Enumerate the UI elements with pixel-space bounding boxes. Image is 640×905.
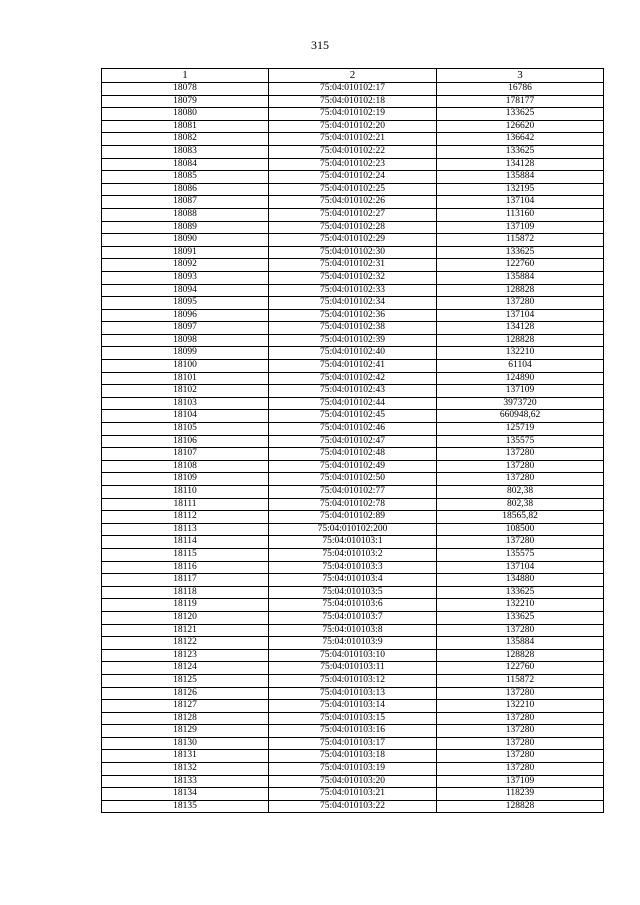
row-number-cell: 18111 (102, 498, 269, 511)
table-row (102, 297, 604, 310)
table-row (102, 83, 604, 96)
table-row (102, 599, 604, 612)
table-row (102, 700, 604, 713)
value-cell: 178177 (437, 95, 604, 108)
row-number-cell: 18088 (102, 208, 269, 221)
value-cell: 137280 (437, 763, 604, 776)
row-number-cell: 18132 (102, 763, 269, 776)
cadastral-number-cell: 75:04:010103:1 (269, 536, 437, 549)
table-row (102, 234, 604, 247)
row-number-cell: 18123 (102, 649, 269, 662)
table-row (102, 309, 604, 322)
value-cell: 118239 (437, 788, 604, 801)
cadastral-number-cell: 75:04:010102:39 (269, 334, 437, 347)
table-row (102, 788, 604, 801)
cadastral-number-cell: 75:04:010103:22 (269, 800, 437, 813)
value-cell: 137280 (437, 750, 604, 763)
cadastral-number-cell: 75:04:010102:29 (269, 234, 437, 247)
row-number-cell: 18124 (102, 662, 269, 675)
row-number-cell: 18104 (102, 410, 269, 423)
row-number-cell: 18101 (102, 372, 269, 385)
cadastral-number-cell: 75:04:010102:30 (269, 246, 437, 259)
cadastral-number-cell: 75:04:010102:47 (269, 435, 437, 448)
table-row (102, 108, 604, 121)
row-number-cell: 18117 (102, 574, 269, 587)
cadastral-number-cell: 75:04:010102:32 (269, 271, 437, 284)
cadastral-number-cell: 75:04:010102:24 (269, 171, 437, 184)
cadastral-number-cell: 75:04:010102:26 (269, 196, 437, 209)
row-number-cell: 18083 (102, 145, 269, 158)
value-cell: 128828 (437, 334, 604, 347)
cadastral-number-cell: 75:04:010102:34 (269, 297, 437, 310)
cadastral-number-cell: 75:04:010103:3 (269, 561, 437, 574)
row-number-cell: 18113 (102, 523, 269, 536)
value-cell: 660948,62 (437, 410, 604, 423)
row-number-cell: 18079 (102, 95, 269, 108)
cadastral-number-cell: 75:04:010103:4 (269, 574, 437, 587)
cadastral-number-cell: 75:04:010102:200 (269, 523, 437, 536)
table-row (102, 133, 604, 146)
registry-table (101, 68, 604, 813)
table-row (102, 737, 604, 750)
cadastral-number-cell: 75:04:010103:10 (269, 649, 437, 662)
value-cell: 115872 (437, 674, 604, 687)
row-number-cell: 18125 (102, 674, 269, 687)
value-cell: 137280 (437, 712, 604, 725)
cadastral-number-cell: 75:04:010102:28 (269, 221, 437, 234)
row-number-cell: 18095 (102, 297, 269, 310)
cadastral-number-cell: 75:04:010102:89 (269, 511, 437, 524)
row-number-cell: 18099 (102, 347, 269, 360)
value-cell: 135575 (437, 548, 604, 561)
row-number-cell: 18133 (102, 775, 269, 788)
value-cell: 61104 (437, 360, 604, 373)
row-number-cell: 18096 (102, 309, 269, 322)
value-cell: 137280 (437, 473, 604, 486)
cadastral-number-cell: 75:04:010102:36 (269, 309, 437, 322)
table-row (102, 322, 604, 335)
table-row (102, 120, 604, 133)
row-number-cell: 18119 (102, 599, 269, 612)
row-number-cell: 18093 (102, 271, 269, 284)
value-cell: 115872 (437, 234, 604, 247)
table-body (102, 83, 604, 813)
table-row (102, 385, 604, 398)
row-number-cell: 18109 (102, 473, 269, 486)
value-cell: 132210 (437, 700, 604, 713)
table-row (102, 271, 604, 284)
value-cell: 802,38 (437, 498, 604, 511)
table-row (102, 284, 604, 297)
row-number-cell: 18085 (102, 171, 269, 184)
row-number-cell: 18098 (102, 334, 269, 347)
value-cell: 133625 (437, 145, 604, 158)
cadastral-number-cell: 75:04:010102:46 (269, 423, 437, 436)
value-cell: 137104 (437, 196, 604, 209)
row-number-cell: 18106 (102, 435, 269, 448)
table-row (102, 674, 604, 687)
table-row (102, 574, 604, 587)
row-number-cell: 18112 (102, 511, 269, 524)
value-cell: 137280 (437, 536, 604, 549)
cadastral-number-cell: 75:04:010102:42 (269, 372, 437, 385)
row-number-cell: 18126 (102, 687, 269, 700)
table-row (102, 183, 604, 196)
cadastral-number-cell: 75:04:010102:25 (269, 183, 437, 196)
row-number-cell: 18116 (102, 561, 269, 574)
cadastral-number-cell: 75:04:010103:18 (269, 750, 437, 763)
table-row (102, 259, 604, 272)
row-number-cell: 18127 (102, 700, 269, 713)
cadastral-number-cell: 75:04:010102:31 (269, 259, 437, 272)
cadastral-number-cell: 75:04:010103:12 (269, 674, 437, 687)
table-row (102, 423, 604, 436)
row-number-cell: 18082 (102, 133, 269, 146)
value-cell: 137104 (437, 561, 604, 574)
value-cell: 137280 (437, 460, 604, 473)
row-number-cell: 18092 (102, 259, 269, 272)
value-cell: 136642 (437, 133, 604, 146)
cadastral-number-cell: 75:04:010102:27 (269, 208, 437, 221)
cadastral-number-cell: 75:04:010103:11 (269, 662, 437, 675)
cadastral-number-cell: 75:04:010102:43 (269, 385, 437, 398)
value-cell: 132195 (437, 183, 604, 196)
cadastral-number-cell: 75:04:010102:40 (269, 347, 437, 360)
cadastral-number-cell: 75:04:010102:44 (269, 397, 437, 410)
value-cell: 137280 (437, 297, 604, 310)
value-cell: 137109 (437, 775, 604, 788)
cadastral-number-cell: 75:04:010102:19 (269, 108, 437, 121)
row-number-cell: 18108 (102, 460, 269, 473)
value-cell: 16786 (437, 83, 604, 96)
row-number-cell: 18100 (102, 360, 269, 373)
value-cell: 135575 (437, 435, 604, 448)
value-cell: 125719 (437, 423, 604, 436)
cadastral-number-cell: 75:04:010103:14 (269, 700, 437, 713)
table-header (102, 69, 604, 83)
value-cell: 137280 (437, 725, 604, 738)
cadastral-number-cell: 75:04:010103:16 (269, 725, 437, 738)
row-number-cell: 18097 (102, 322, 269, 335)
row-number-cell: 18122 (102, 637, 269, 650)
row-number-cell: 18121 (102, 624, 269, 637)
cadastral-number-cell: 75:04:010102:33 (269, 284, 437, 297)
table-row (102, 523, 604, 536)
row-number-cell: 18115 (102, 548, 269, 561)
table-row (102, 435, 604, 448)
row-number-cell: 18129 (102, 725, 269, 738)
table-row (102, 372, 604, 385)
table-row (102, 221, 604, 234)
cadastral-number-cell: 75:04:010103:5 (269, 586, 437, 599)
value-cell: 122760 (437, 662, 604, 675)
row-number-cell: 18107 (102, 448, 269, 461)
value-cell: 133625 (437, 246, 604, 259)
table-row (102, 95, 604, 108)
row-number-cell: 18078 (102, 83, 269, 96)
cadastral-number-cell: 75:04:010103:15 (269, 712, 437, 725)
cadastral-number-cell: 75:04:010103:20 (269, 775, 437, 788)
column-header-3: 3 (437, 69, 604, 83)
table-row (102, 410, 604, 423)
value-cell: 135884 (437, 171, 604, 184)
cadastral-number-cell: 75:04:010103:2 (269, 548, 437, 561)
cadastral-number-cell: 75:04:010102:78 (269, 498, 437, 511)
value-cell: 128828 (437, 800, 604, 813)
cadastral-number-cell: 75:04:010102:38 (269, 322, 437, 335)
value-cell: 137109 (437, 221, 604, 234)
table-row (102, 511, 604, 524)
row-number-cell: 18087 (102, 196, 269, 209)
row-number-cell: 18130 (102, 737, 269, 750)
row-number-cell: 18128 (102, 712, 269, 725)
value-cell: 124890 (437, 372, 604, 385)
value-cell: 135884 (437, 637, 604, 650)
table-row (102, 763, 604, 776)
header-row (102, 69, 604, 83)
value-cell: 128828 (437, 284, 604, 297)
cadastral-number-cell: 75:04:010103:7 (269, 611, 437, 624)
table-row (102, 611, 604, 624)
cadastral-number-cell: 75:04:010103:19 (269, 763, 437, 776)
value-cell: 137280 (437, 737, 604, 750)
table-row (102, 208, 604, 221)
table-row (102, 586, 604, 599)
cadastral-number-cell: 75:04:010103:21 (269, 788, 437, 801)
value-cell: 135884 (437, 271, 604, 284)
cadastral-number-cell: 75:04:010102:20 (269, 120, 437, 133)
cadastral-number-cell: 75:04:010102:77 (269, 486, 437, 499)
value-cell: 137280 (437, 624, 604, 637)
value-cell: 802,38 (437, 486, 604, 499)
row-number-cell: 18131 (102, 750, 269, 763)
table-row (102, 712, 604, 725)
cadastral-number-cell: 75:04:010102:17 (269, 83, 437, 96)
table-row (102, 662, 604, 675)
table-row (102, 536, 604, 549)
table-row (102, 448, 604, 461)
cadastral-number-cell: 75:04:010103:13 (269, 687, 437, 700)
row-number-cell: 18081 (102, 120, 269, 133)
row-number-cell: 18090 (102, 234, 269, 247)
row-number-cell: 18110 (102, 486, 269, 499)
value-cell: 137104 (437, 309, 604, 322)
table-row (102, 498, 604, 511)
value-cell: 134128 (437, 322, 604, 335)
table-row (102, 649, 604, 662)
table-row (102, 360, 604, 373)
value-cell: 3973720 (437, 397, 604, 410)
row-number-cell: 18120 (102, 611, 269, 624)
value-cell: 132210 (437, 347, 604, 360)
cadastral-number-cell: 75:04:010102:41 (269, 360, 437, 373)
cadastral-number-cell: 75:04:010103:9 (269, 637, 437, 650)
cadastral-number-cell: 75:04:010102:45 (269, 410, 437, 423)
table-row (102, 548, 604, 561)
cadastral-number-cell: 75:04:010102:22 (269, 145, 437, 158)
row-number-cell: 18114 (102, 536, 269, 549)
value-cell: 108500 (437, 523, 604, 536)
table-row (102, 334, 604, 347)
table-row (102, 460, 604, 473)
table-row (102, 637, 604, 650)
value-cell: 126620 (437, 120, 604, 133)
cadastral-number-cell: 75:04:010102:48 (269, 448, 437, 461)
table-row (102, 196, 604, 209)
value-cell: 137109 (437, 385, 604, 398)
cadastral-number-cell: 75:04:010102:21 (269, 133, 437, 146)
row-number-cell: 18102 (102, 385, 269, 398)
table-row (102, 687, 604, 700)
cadastral-number-cell: 75:04:010103:8 (269, 624, 437, 637)
value-cell: 18565,82 (437, 511, 604, 524)
cadastral-number-cell: 75:04:010103:17 (269, 737, 437, 750)
table-row (102, 397, 604, 410)
row-number-cell: 18134 (102, 788, 269, 801)
value-cell: 134128 (437, 158, 604, 171)
table-row (102, 246, 604, 259)
table-row (102, 347, 604, 360)
table-row (102, 775, 604, 788)
table-row (102, 800, 604, 813)
row-number-cell: 18084 (102, 158, 269, 171)
value-cell: 137280 (437, 448, 604, 461)
table-row (102, 725, 604, 738)
table-row (102, 158, 604, 171)
column-header-2: 2 (269, 69, 437, 83)
value-cell: 133625 (437, 586, 604, 599)
value-cell: 137280 (437, 687, 604, 700)
row-number-cell: 18091 (102, 246, 269, 259)
row-number-cell: 18135 (102, 800, 269, 813)
cadastral-number-cell: 75:04:010102:23 (269, 158, 437, 171)
row-number-cell: 18105 (102, 423, 269, 436)
table-row (102, 486, 604, 499)
row-number-cell: 18086 (102, 183, 269, 196)
value-cell: 128828 (437, 649, 604, 662)
column-header-1: 1 (102, 69, 269, 83)
table-row (102, 561, 604, 574)
row-number-cell: 18080 (102, 108, 269, 121)
row-number-cell: 18089 (102, 221, 269, 234)
cadastral-number-cell: 75:04:010102:50 (269, 473, 437, 486)
table-row (102, 624, 604, 637)
value-cell: 133625 (437, 108, 604, 121)
table-row (102, 750, 604, 763)
value-cell: 132210 (437, 599, 604, 612)
row-number-cell: 18103 (102, 397, 269, 410)
value-cell: 113160 (437, 208, 604, 221)
value-cell: 133625 (437, 611, 604, 624)
cadastral-number-cell: 75:04:010102:49 (269, 460, 437, 473)
value-cell: 122760 (437, 259, 604, 272)
cadastral-number-cell: 75:04:010103:6 (269, 599, 437, 612)
page-number: 315 (311, 38, 329, 52)
row-number-cell: 18118 (102, 586, 269, 599)
table-row (102, 145, 604, 158)
cadastral-number-cell: 75:04:010102:18 (269, 95, 437, 108)
table-row (102, 171, 604, 184)
table-row (102, 473, 604, 486)
row-number-cell: 18094 (102, 284, 269, 297)
value-cell: 134880 (437, 574, 604, 587)
